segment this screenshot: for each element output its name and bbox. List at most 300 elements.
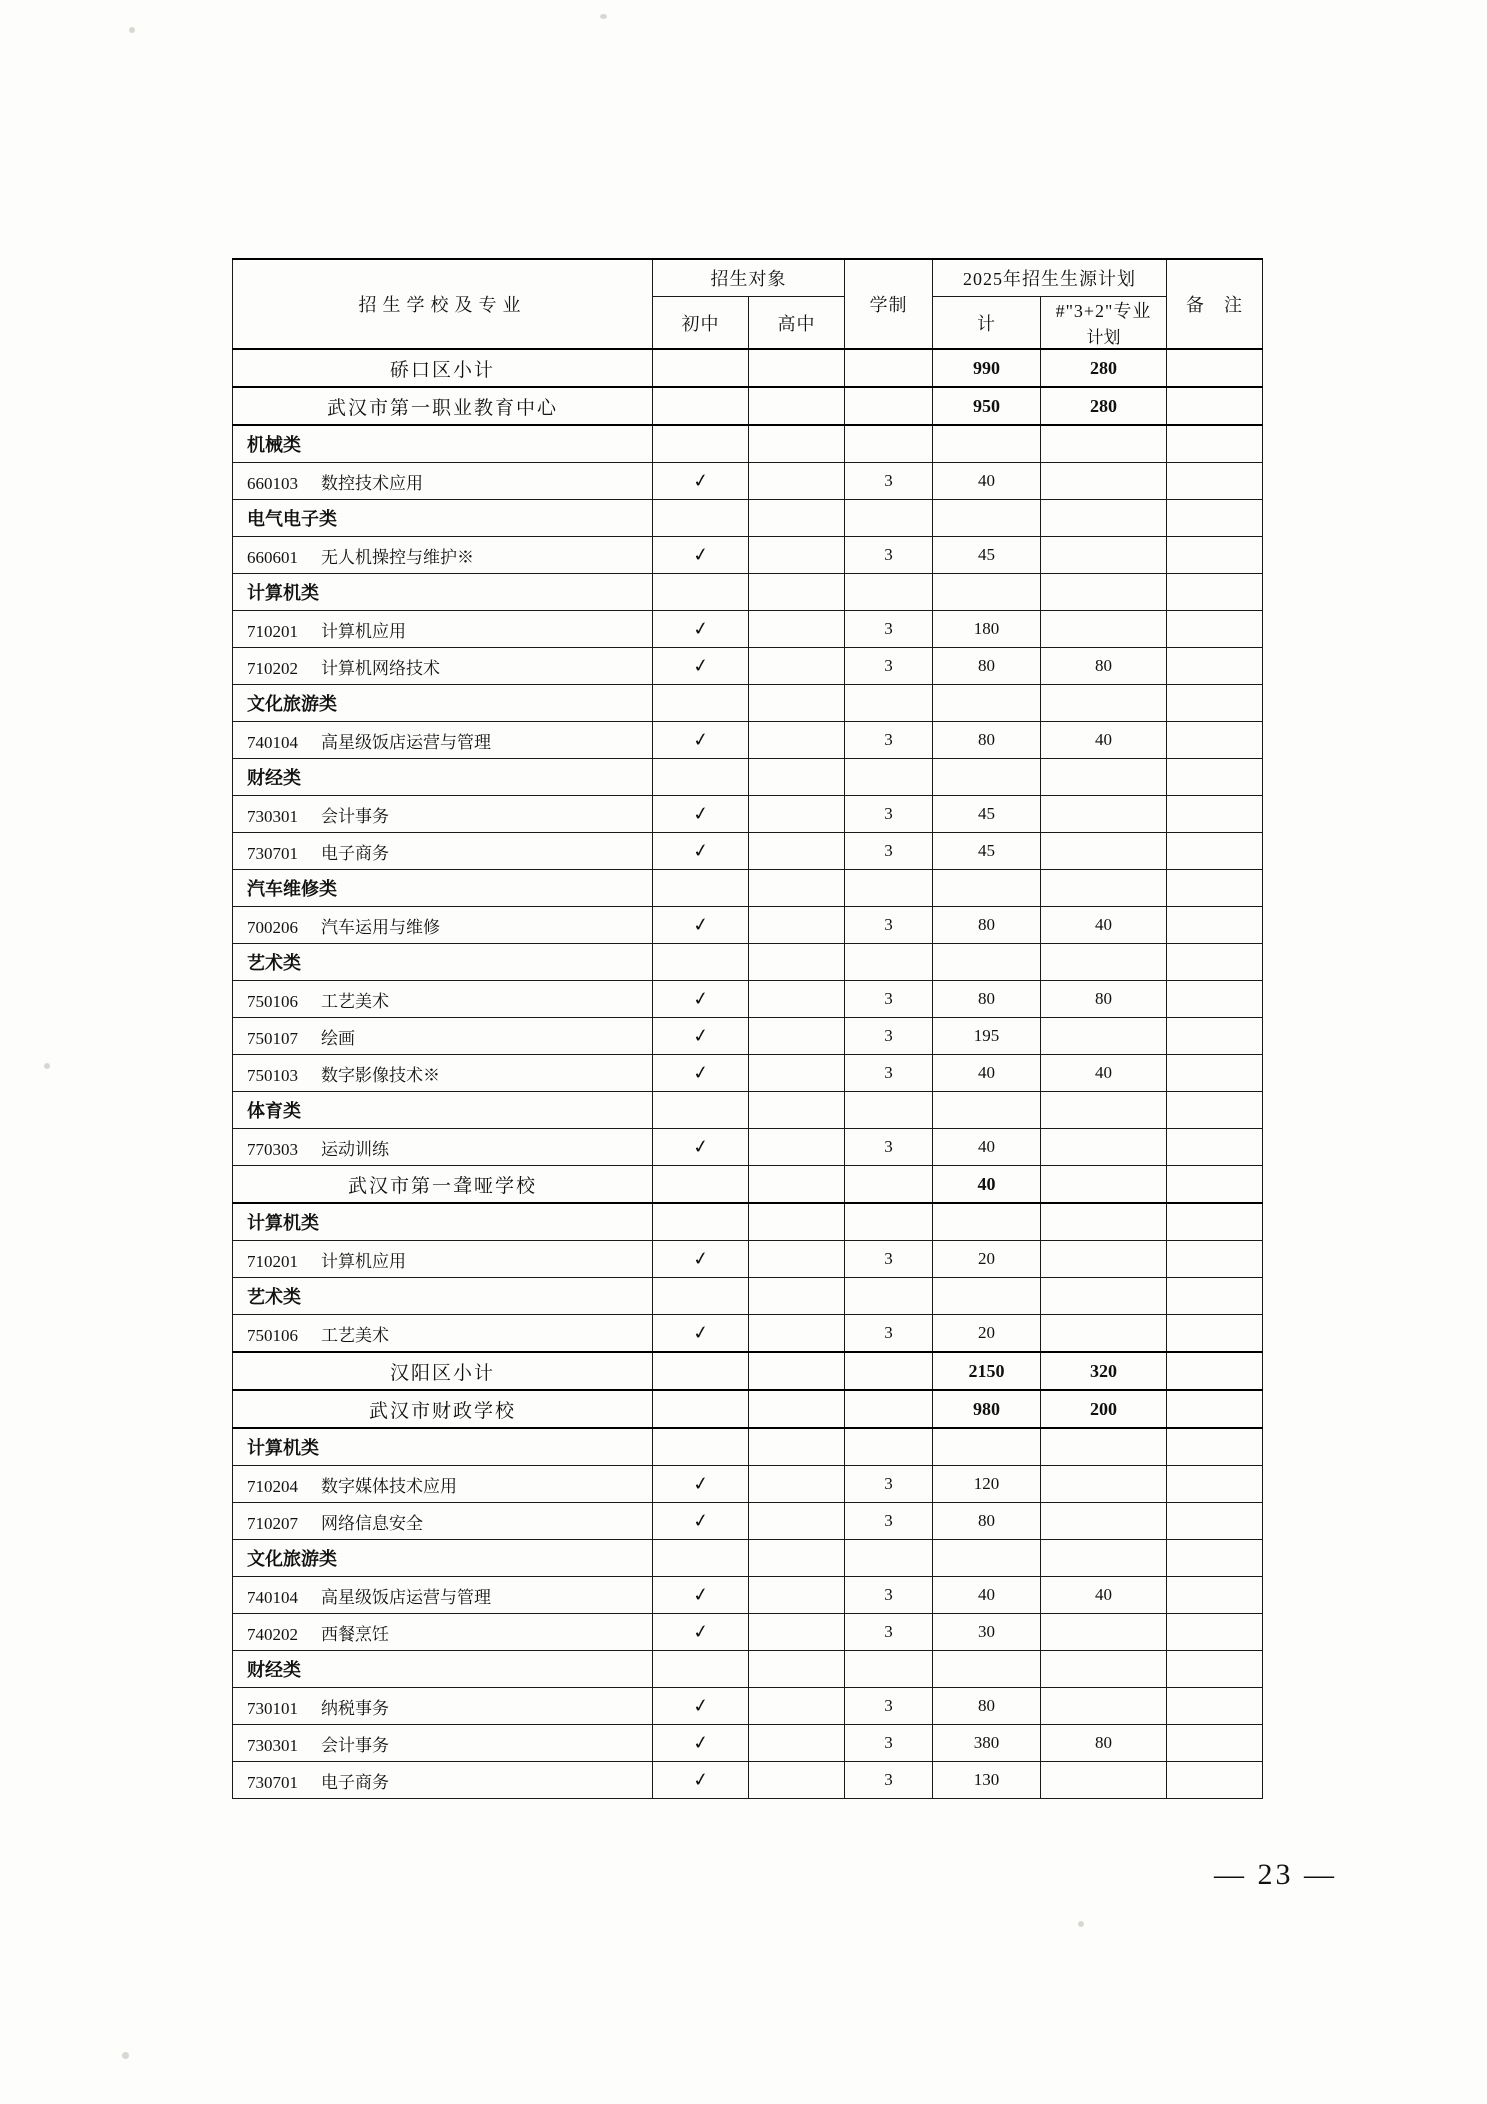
major-code: 750107: [247, 1028, 298, 1048]
total-cell: 120: [933, 1466, 1041, 1503]
remark-cell: [1167, 796, 1263, 833]
category-name-cell: 计算机类: [233, 1428, 653, 1466]
total-cell: [933, 685, 1041, 722]
total-cell: [933, 1092, 1041, 1129]
junior-cell: [653, 1466, 749, 1503]
plus-plan-cell: 280: [1041, 387, 1167, 425]
check-icon: ✓: [691, 617, 710, 641]
remark-cell: [1167, 1577, 1263, 1614]
category-name-cell: 财经类: [233, 1651, 653, 1688]
plus-plan-cell: [1041, 1278, 1167, 1315]
years-cell: [845, 387, 933, 425]
major-name-cell: [233, 1503, 653, 1540]
plus-plan-cell: 200: [1041, 1390, 1167, 1428]
check-icon: ✓: [691, 987, 710, 1011]
senior-cell: [749, 1018, 845, 1055]
years-cell: [845, 870, 933, 907]
major-name-cell: [233, 796, 653, 833]
years-cell: 3: [845, 833, 933, 870]
check-icon: ✓: [691, 1247, 710, 1271]
junior-cell: [653, 1503, 749, 1540]
remark-cell: [1167, 648, 1263, 685]
plus-plan-cell: 280: [1041, 349, 1167, 387]
major-name-cell: [233, 537, 653, 574]
junior-cell: [653, 574, 749, 611]
years-cell: [845, 1428, 933, 1466]
category-name-cell: 文化旅游类: [233, 1540, 653, 1577]
category-name-cell: 艺术类: [233, 1278, 653, 1315]
junior-cell: [653, 1577, 749, 1614]
total-cell: 40: [933, 1055, 1041, 1092]
category-name-cell: 财经类: [233, 759, 653, 796]
major-code: 660601: [247, 547, 298, 567]
major-name-cell: [233, 1055, 653, 1092]
table-row: [233, 759, 1263, 796]
total-cell: 380: [933, 1725, 1041, 1762]
total-cell: 20: [933, 1241, 1041, 1278]
table-row: [233, 870, 1263, 907]
remark-cell: [1167, 1651, 1263, 1688]
years-cell: [845, 1092, 933, 1129]
check-icon: ✓: [691, 839, 710, 863]
total-cell: 180: [933, 611, 1041, 648]
check-icon: ✓: [691, 654, 710, 678]
plus-plan-cell: [1041, 425, 1167, 463]
years-cell: 3: [845, 463, 933, 500]
junior-cell: [653, 1390, 749, 1428]
major-code: 730301: [247, 1735, 298, 1755]
major-code: 710207: [247, 1513, 298, 1533]
page-number: — 23 —: [1214, 1858, 1337, 1891]
junior-cell: [653, 759, 749, 796]
remark-cell: [1167, 1688, 1263, 1725]
years-cell: [845, 1651, 933, 1688]
remark-cell: [1167, 1129, 1263, 1166]
major-label: 汽车运用与维修: [321, 917, 440, 937]
total-cell: [933, 1540, 1041, 1577]
check-icon: ✓: [691, 1694, 710, 1718]
total-cell: [933, 1428, 1041, 1466]
junior-cell: [653, 1018, 749, 1055]
major-label: 运动训练: [321, 1139, 389, 1159]
years-cell: 3: [845, 1725, 933, 1762]
senior-cell: [749, 759, 845, 796]
years-cell: [845, 574, 933, 611]
total-cell: 45: [933, 796, 1041, 833]
remark-cell: [1167, 1428, 1263, 1466]
years-cell: 3: [845, 1315, 933, 1353]
table-row: [233, 1725, 1263, 1762]
years-cell: [845, 1390, 933, 1428]
school-name-cell: 硚口区小计: [233, 349, 653, 387]
major-code: 740104: [247, 732, 298, 752]
senior-cell: [749, 981, 845, 1018]
senior-cell: [749, 1278, 845, 1315]
remark-cell: [1167, 981, 1263, 1018]
school-name-cell: 汉阳区小计: [233, 1352, 653, 1390]
junior-cell: [653, 463, 749, 500]
senior-cell: [749, 1092, 845, 1129]
table-row: [233, 425, 1263, 463]
remark-cell: [1167, 1352, 1263, 1390]
category-name-cell: 汽车维修类: [233, 870, 653, 907]
junior-cell: [653, 907, 749, 944]
plus-plan-cell: [1041, 1651, 1167, 1688]
table-row: [233, 722, 1263, 759]
plus-plan-cell: [1041, 796, 1167, 833]
scan-speck: [129, 27, 135, 33]
junior-cell: [653, 1352, 749, 1390]
senior-cell: [749, 1352, 845, 1390]
remark-cell: [1167, 1390, 1263, 1428]
table-row: [233, 833, 1263, 870]
years-cell: 3: [845, 1241, 933, 1278]
remark-cell: [1167, 907, 1263, 944]
major-label: 网络信息安全: [321, 1513, 423, 1533]
major-label: 计算机应用: [321, 621, 406, 641]
years-cell: 3: [845, 1762, 933, 1799]
category-name-cell: 机械类: [233, 425, 653, 463]
major-label: 高星级饭店运营与管理: [321, 1587, 491, 1607]
major-code: 710202: [247, 658, 298, 678]
major-name-cell: [233, 722, 653, 759]
total-cell: 80: [933, 1688, 1041, 1725]
major-label: 高星级饭店运营与管理: [321, 732, 491, 752]
remark-cell: [1167, 722, 1263, 759]
check-icon: ✓: [691, 1135, 710, 1159]
years-cell: 3: [845, 648, 933, 685]
major-label: 西餐烹饪: [321, 1624, 389, 1644]
plus-plan-cell: [1041, 1241, 1167, 1278]
check-icon: ✓: [691, 469, 710, 493]
senior-cell: [749, 1466, 845, 1503]
years-cell: 3: [845, 537, 933, 574]
junior-cell: [653, 722, 749, 759]
major-label: 电子商务: [321, 843, 389, 863]
total-cell: 950: [933, 387, 1041, 425]
remark-cell: [1167, 1055, 1263, 1092]
senior-cell: [749, 944, 845, 981]
years-cell: 3: [845, 796, 933, 833]
major-code: 660103: [247, 473, 298, 493]
table-row: [233, 1614, 1263, 1651]
years-cell: [845, 500, 933, 537]
check-icon: ✓: [691, 913, 710, 937]
check-icon: ✓: [691, 1321, 710, 1345]
senior-cell: [749, 1762, 845, 1799]
senior-cell: [749, 1503, 845, 1540]
total-cell: [933, 1278, 1041, 1315]
senior-cell: [749, 796, 845, 833]
table-row: [233, 1278, 1263, 1315]
total-cell: 80: [933, 907, 1041, 944]
major-name-cell: [233, 1688, 653, 1725]
junior-cell: [653, 1092, 749, 1129]
table-row: [233, 796, 1263, 833]
major-code: 750103: [247, 1065, 298, 1085]
major-name-cell: [233, 1762, 653, 1799]
total-cell: 40: [933, 1129, 1041, 1166]
remark-cell: [1167, 574, 1263, 611]
years-cell: [845, 1166, 933, 1204]
table-row: [233, 1018, 1263, 1055]
total-cell: [933, 425, 1041, 463]
plus-plan-cell: [1041, 1762, 1167, 1799]
major-label: 无人机操控与维护※: [321, 547, 474, 567]
plus-plan-cell: [1041, 1018, 1167, 1055]
major-code: 750106: [247, 1325, 298, 1345]
table-row: [233, 1390, 1263, 1428]
junior-cell: [653, 833, 749, 870]
total-cell: 80: [933, 1503, 1041, 1540]
total-cell: 30: [933, 1614, 1041, 1651]
table-row: [233, 1129, 1263, 1166]
junior-cell: [653, 1129, 749, 1166]
senior-cell: [749, 833, 845, 870]
plus-plan-cell: [1041, 1466, 1167, 1503]
table-row: [233, 463, 1263, 500]
table-row: [233, 1092, 1263, 1129]
table-row: [233, 537, 1263, 574]
total-cell: [933, 944, 1041, 981]
category-name-cell: 计算机类: [233, 574, 653, 611]
years-cell: [845, 944, 933, 981]
plus-plan-cell: [1041, 463, 1167, 500]
total-cell: 40: [933, 463, 1041, 500]
plus-plan-cell: [1041, 1688, 1167, 1725]
table-row: [233, 1762, 1263, 1799]
total-cell: 45: [933, 537, 1041, 574]
major-code: 740104: [247, 1587, 298, 1607]
plus-plan-cell: 40: [1041, 1577, 1167, 1614]
years-cell: [845, 1278, 933, 1315]
junior-cell: [653, 1428, 749, 1466]
table-row: [233, 574, 1263, 611]
total-cell: 40: [933, 1166, 1041, 1204]
junior-cell: [653, 1241, 749, 1278]
plus-plan-cell: [1041, 833, 1167, 870]
enrollment-plan-table-wrapper: [232, 258, 1262, 1799]
plus-plan-cell: [1041, 1315, 1167, 1353]
total-cell: [933, 1203, 1041, 1241]
plus-plan-cell: [1041, 685, 1167, 722]
remark-cell: [1167, 685, 1263, 722]
total-cell: [933, 870, 1041, 907]
major-name-cell: [233, 1577, 653, 1614]
junior-cell: [653, 1203, 749, 1241]
years-cell: [845, 1352, 933, 1390]
plus-plan-cell: [1041, 1540, 1167, 1577]
total-cell: 2150: [933, 1352, 1041, 1390]
junior-cell: [653, 648, 749, 685]
junior-cell: [653, 1651, 749, 1688]
plus-plan-cell: 40: [1041, 907, 1167, 944]
school-name-cell: 武汉市第一职业教育中心: [233, 387, 653, 425]
senior-cell: [749, 1540, 845, 1577]
senior-cell: [749, 387, 845, 425]
major-label: 计算机应用: [321, 1251, 406, 1271]
scan-speck: [600, 14, 607, 19]
years-cell: 3: [845, 981, 933, 1018]
junior-cell: [653, 425, 749, 463]
junior-cell: [653, 944, 749, 981]
major-code: 750106: [247, 991, 298, 1011]
junior-cell: [653, 611, 749, 648]
senior-cell: [749, 611, 845, 648]
plus-plan-cell: 40: [1041, 1055, 1167, 1092]
table-row: [233, 349, 1263, 387]
remark-cell: [1167, 425, 1263, 463]
header-target-group: 招生对象: [653, 259, 845, 297]
plus-plan-cell: [1041, 1166, 1167, 1204]
years-cell: [845, 759, 933, 796]
check-icon: ✓: [691, 1620, 710, 1644]
junior-cell: [653, 349, 749, 387]
senior-cell: [749, 648, 845, 685]
table-row: [233, 1577, 1263, 1614]
table-row: [233, 387, 1263, 425]
major-code: 740202: [247, 1624, 298, 1644]
total-cell: 130: [933, 1762, 1041, 1799]
header-plus-plan-line2: 计划: [1086, 328, 1121, 347]
total-cell: [933, 759, 1041, 796]
header-plus-plan: [1041, 297, 1167, 350]
table-body: [233, 349, 1263, 1799]
plus-plan-cell: [1041, 611, 1167, 648]
remark-cell: [1167, 1315, 1263, 1353]
plus-plan-cell: [1041, 500, 1167, 537]
table-row: [233, 1166, 1263, 1204]
junior-cell: [653, 685, 749, 722]
senior-cell: [749, 1129, 845, 1166]
table-row: [233, 1203, 1263, 1241]
total-cell: 80: [933, 981, 1041, 1018]
senior-cell: [749, 1203, 845, 1241]
major-name-cell: [233, 1466, 653, 1503]
remark-cell: [1167, 1092, 1263, 1129]
plus-plan-cell: [1041, 1203, 1167, 1241]
remark-cell: [1167, 1725, 1263, 1762]
check-icon: ✓: [691, 1731, 710, 1755]
remark-cell: [1167, 1540, 1263, 1577]
senior-cell: [749, 907, 845, 944]
remark-cell: [1167, 349, 1263, 387]
junior-cell: [653, 870, 749, 907]
category-name-cell: 计算机类: [233, 1203, 653, 1241]
years-cell: 3: [845, 907, 933, 944]
total-cell: 80: [933, 648, 1041, 685]
major-name-cell: [233, 1129, 653, 1166]
major-name-cell: [233, 1725, 653, 1762]
remark-cell: [1167, 1466, 1263, 1503]
plus-plan-cell: [1041, 1503, 1167, 1540]
remark-cell: [1167, 463, 1263, 500]
years-cell: 3: [845, 722, 933, 759]
remark-cell: [1167, 759, 1263, 796]
senior-cell: [749, 1428, 845, 1466]
plus-plan-cell: 40: [1041, 722, 1167, 759]
years-cell: 3: [845, 1503, 933, 1540]
junior-cell: [653, 537, 749, 574]
total-cell: [933, 1651, 1041, 1688]
senior-cell: [749, 425, 845, 463]
years-cell: [845, 1540, 933, 1577]
table-row: [233, 1503, 1263, 1540]
junior-cell: [653, 981, 749, 1018]
years-cell: 3: [845, 611, 933, 648]
major-name-cell: [233, 833, 653, 870]
senior-cell: [749, 1166, 845, 1204]
remark-cell: [1167, 1614, 1263, 1651]
total-cell: 980: [933, 1390, 1041, 1428]
check-icon: ✓: [691, 728, 710, 752]
total-cell: [933, 574, 1041, 611]
check-icon: ✓: [691, 1509, 710, 1533]
years-cell: 3: [845, 1577, 933, 1614]
table-header: [233, 259, 1263, 349]
check-icon: ✓: [691, 1583, 710, 1607]
check-icon: ✓: [691, 1472, 710, 1496]
major-code: 730101: [247, 1698, 298, 1718]
plus-plan-cell: [1041, 1428, 1167, 1466]
table-row: [233, 1241, 1263, 1278]
major-label: 数字媒体技术应用: [321, 1476, 457, 1496]
scan-speck: [122, 2052, 129, 2059]
plus-plan-cell: [1041, 1092, 1167, 1129]
junior-cell: [653, 1762, 749, 1799]
major-name-cell: [233, 648, 653, 685]
major-code: 730301: [247, 806, 298, 826]
header-plan-2025: 2025年招生生源计划: [933, 259, 1167, 297]
table-row: [233, 1315, 1263, 1353]
major-name-cell: [233, 1018, 653, 1055]
senior-cell: [749, 685, 845, 722]
junior-cell: [653, 1315, 749, 1353]
remark-cell: [1167, 1018, 1263, 1055]
major-code: 710201: [247, 621, 298, 641]
major-name-cell: [233, 611, 653, 648]
junior-cell: [653, 500, 749, 537]
major-label: 计算机网络技术: [321, 658, 440, 678]
plus-plan-cell: 80: [1041, 648, 1167, 685]
junior-cell: [653, 1055, 749, 1092]
major-label: 工艺美术: [321, 991, 389, 1011]
remark-cell: [1167, 611, 1263, 648]
major-name-cell: [233, 907, 653, 944]
total-cell: 80: [933, 722, 1041, 759]
total-cell: 195: [933, 1018, 1041, 1055]
header-plus-plan-line1: #"3+2"专业: [1055, 301, 1152, 321]
senior-cell: [749, 870, 845, 907]
senior-cell: [749, 1577, 845, 1614]
table-row: [233, 611, 1263, 648]
senior-cell: [749, 574, 845, 611]
plus-plan-cell: 80: [1041, 981, 1167, 1018]
scan-speck: [1078, 1921, 1084, 1927]
header-remark: 备 注: [1167, 259, 1263, 349]
table-row: [233, 648, 1263, 685]
major-name-cell: [233, 1614, 653, 1651]
remark-cell: [1167, 1241, 1263, 1278]
major-label: 绘画: [321, 1028, 355, 1048]
total-cell: [933, 500, 1041, 537]
table-row: [233, 1352, 1263, 1390]
senior-cell: [749, 349, 845, 387]
table-row: [233, 1428, 1263, 1466]
remark-cell: [1167, 1203, 1263, 1241]
years-cell: 3: [845, 1055, 933, 1092]
senior-cell: [749, 1614, 845, 1651]
